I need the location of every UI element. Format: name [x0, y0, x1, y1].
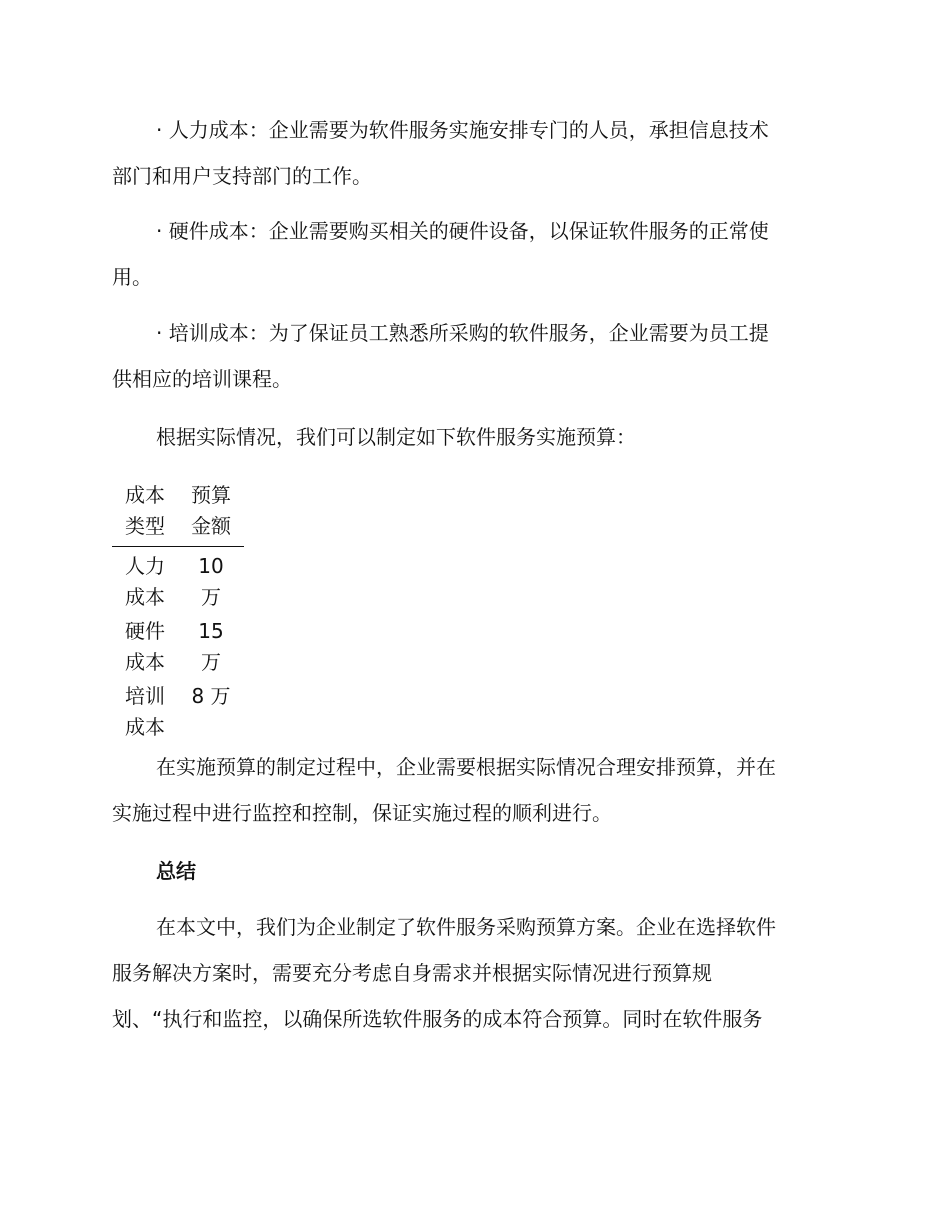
- cell-text: 成本: [125, 650, 165, 674]
- paragraph-budget-intro: [112, 414, 832, 460]
- header-text: 预算: [191, 483, 231, 507]
- cell-text: 培训: [125, 684, 165, 708]
- text-line: · 硬件成本：企业需要购买相关的硬件设备，以保证软件服务的正常使: [156, 219, 769, 243]
- paragraph-summary: [112, 904, 832, 1042]
- heading-text: 总结: [156, 859, 196, 883]
- text-line: · 人力成本：企业需要为软件服务实施安排专门的人员，承担信息技术: [156, 118, 769, 142]
- paragraph-training-cost: [112, 310, 832, 402]
- cell-text: 10: [198, 554, 224, 578]
- cell-text: 成本: [125, 715, 165, 739]
- text-line: 划、“执行和监控，以确保所选软件服务的成本符合预算。同时在软件服务: [112, 1007, 763, 1031]
- header-text: 金额: [191, 514, 231, 538]
- paragraph-implementation: [112, 744, 832, 836]
- text-line: 在实施预算的制定过程中，企业需要根据实际情况合理安排预算，并在: [156, 755, 776, 779]
- text-line: · 培训成本：为了保证员工熟悉所采购的软件服务，企业需要为员工提: [156, 321, 769, 345]
- header-text: 成本: [125, 483, 165, 507]
- cell-cost-type: [112, 547, 178, 617]
- cell-budget-amount: [178, 681, 244, 746]
- cell-text: 成本: [125, 585, 165, 609]
- text-line: 供相应的培训课程。: [112, 367, 292, 391]
- section-heading-summary: [112, 848, 832, 894]
- cell-cost-type: [112, 616, 178, 681]
- table-row: [112, 547, 244, 617]
- cell-cost-type: [112, 681, 178, 746]
- table-header-row: [112, 480, 244, 547]
- text-line: 在本文中，我们为企业制定了软件服务采购预算方案。企业在选择软件: [156, 915, 776, 939]
- text-line: 用。: [112, 265, 152, 289]
- budget-table: [112, 480, 244, 746]
- text-line: 服务解决方案时，需要充分考虑自身需求并根据实际情况进行预算规: [112, 961, 712, 985]
- cell-text: 人力: [125, 554, 165, 578]
- cell-text: 万: [201, 650, 221, 674]
- header-cost-type: [112, 480, 178, 547]
- cell-budget-amount: [178, 616, 244, 681]
- text-line: 根据实际情况，我们可以制定如下软件服务实施预算：: [156, 425, 636, 449]
- text-line: 实施过程中进行监控和控制，保证实施过程的顺利进行。: [112, 801, 612, 825]
- cell-text: 万: [201, 585, 221, 609]
- cell-text: 硬件: [125, 619, 165, 643]
- paragraph-hr-cost: [112, 107, 832, 199]
- table-row: [112, 681, 244, 746]
- text-line: 部门和用户支持部门的工作。: [112, 164, 372, 188]
- cell-text: 8 万: [191, 684, 231, 708]
- table-row: [112, 616, 244, 681]
- cell-text: 15: [198, 619, 224, 643]
- header-text: 类型: [125, 514, 165, 538]
- cell-budget-amount: [178, 547, 244, 617]
- paragraph-hardware-cost: [112, 208, 832, 300]
- header-budget-amount: [178, 480, 244, 547]
